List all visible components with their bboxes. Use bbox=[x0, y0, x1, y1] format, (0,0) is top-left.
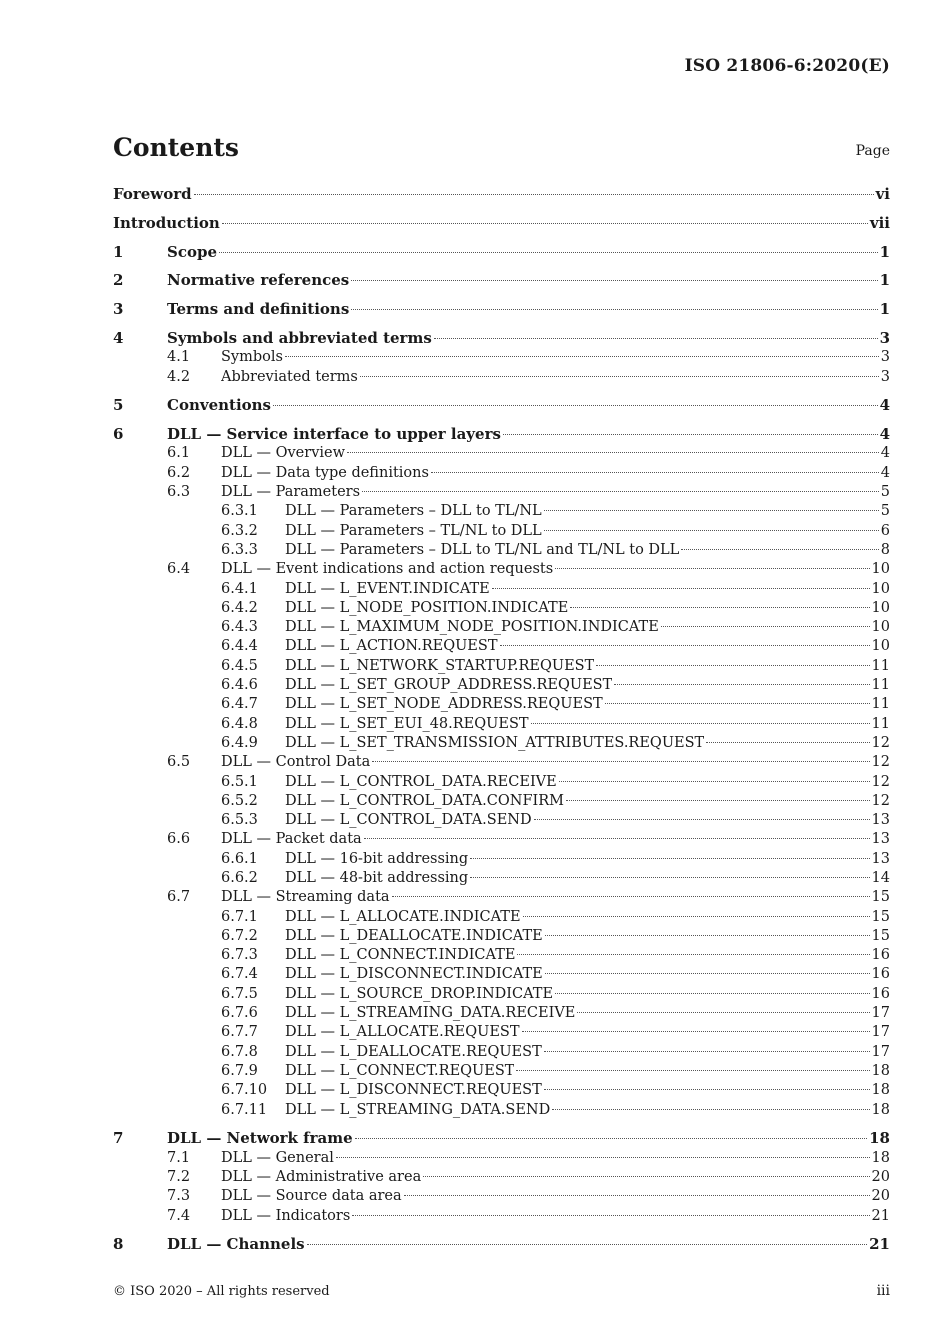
dot-leader bbox=[372, 761, 869, 762]
toc-entry[interactable] bbox=[113, 271, 890, 290]
dot-leader bbox=[351, 280, 877, 281]
toc-entry-number: 6.4.3 bbox=[221, 619, 258, 636]
toc-entry[interactable] bbox=[113, 300, 890, 319]
toc-entry[interactable] bbox=[113, 734, 890, 753]
toc-entry-number: 6.4.7 bbox=[221, 696, 258, 713]
dot-leader bbox=[545, 973, 870, 974]
dot-leader bbox=[492, 588, 870, 589]
toc-entry-page: 4 bbox=[879, 396, 890, 415]
toc-entry-page: 11 bbox=[871, 677, 890, 694]
toc-entry[interactable] bbox=[113, 560, 890, 579]
toc-entry[interactable] bbox=[113, 522, 890, 541]
toc-entry-title: DLL — L_CONTROL_DATA.RECEIVE bbox=[285, 773, 557, 790]
toc-entry-title: DLL — Channels bbox=[167, 1235, 305, 1254]
toc-entry-title: DLL — L_DEALLOCATE.INDICATE bbox=[285, 927, 543, 944]
toc-entry-number: 6.7.2 bbox=[221, 927, 258, 944]
toc-entry-number: 6.4.8 bbox=[221, 715, 258, 732]
toc-entry-page: vii bbox=[869, 213, 890, 232]
toc-entry-number: 6.3.3 bbox=[221, 541, 258, 558]
toc-entry-number: 8 bbox=[113, 1235, 124, 1254]
toc-entry-title: Abbreviated terms bbox=[221, 368, 358, 385]
toc-entry-number: 6.7 bbox=[167, 889, 191, 906]
dot-leader bbox=[404, 1195, 870, 1196]
dot-leader bbox=[423, 1176, 869, 1177]
toc-entry-title: DLL — Event indications and action requests bbox=[221, 561, 554, 578]
toc-entry-title: Symbols bbox=[221, 349, 283, 366]
toc-entry-number: 6.7.3 bbox=[221, 947, 258, 964]
dot-leader bbox=[470, 858, 869, 859]
toc-entry-title: DLL — L_CONTROL_DATA.SEND bbox=[285, 812, 532, 829]
toc-entry-page: 13 bbox=[871, 812, 890, 829]
dot-leader bbox=[559, 781, 870, 782]
toc-entry-number: 6.6.2 bbox=[221, 870, 258, 886]
toc-entry-title: DLL — 16-bit addressing bbox=[285, 850, 469, 867]
dot-leader bbox=[544, 1089, 870, 1090]
toc-entry-page: 17 bbox=[871, 1043, 890, 1060]
toc-entry[interactable] bbox=[113, 541, 890, 560]
dot-leader bbox=[355, 1138, 867, 1139]
toc-entry-title: Introduction bbox=[113, 213, 220, 232]
toc-entry-page: 13 bbox=[871, 850, 890, 867]
toc-entry-title: DLL — L_SOURCE_DROP.INDICATE bbox=[285, 985, 554, 1002]
toc-entry-title: DLL — L_DISCONNECT.INDICATE bbox=[285, 966, 543, 983]
toc-entry-page: 1 bbox=[879, 242, 890, 261]
dot-leader bbox=[364, 838, 870, 839]
toc-entry-number: 4.1 bbox=[167, 349, 191, 366]
toc-entry[interactable] bbox=[113, 1129, 890, 1148]
toc-entry-number: 6.4.5 bbox=[221, 657, 258, 674]
dot-leader bbox=[347, 452, 879, 453]
toc-entry-page: 20 bbox=[871, 1188, 890, 1205]
toc-entry-title: DLL — L_MAXIMUM_NODE_POSITION.INDICATE bbox=[285, 619, 659, 636]
toc-entry-page: 3 bbox=[880, 349, 890, 366]
toc-entry[interactable] bbox=[113, 946, 890, 965]
toc-entry-number: 6.7.7 bbox=[221, 1024, 258, 1041]
toc-entry[interactable] bbox=[113, 695, 890, 714]
toc-entry-number: 7.2 bbox=[167, 1168, 191, 1185]
toc-entry[interactable] bbox=[113, 483, 890, 502]
toc-entry-title: DLL — L_SET_TRANSMISSION_ATTRIBUTES.REQUEST bbox=[285, 734, 705, 751]
toc-entry-title: DLL — Control Data bbox=[221, 754, 371, 771]
toc-entry-page: 18 bbox=[871, 1082, 890, 1099]
toc-entry-page: 8 bbox=[880, 541, 890, 558]
toc-entry-page: 10 bbox=[871, 638, 890, 655]
dot-leader bbox=[545, 935, 870, 936]
toc-entry-title: DLL — Parameters – DLL to TL/NL and TL/NL to DLL bbox=[285, 541, 680, 558]
toc-entry[interactable] bbox=[113, 908, 890, 927]
toc-entry-number: 6.7.8 bbox=[221, 1043, 258, 1060]
dot-leader bbox=[596, 665, 869, 666]
dot-leader bbox=[517, 954, 869, 955]
toc-entry-page: 10 bbox=[871, 561, 890, 578]
toc-entry[interactable] bbox=[113, 792, 890, 811]
toc-entry-page: 21 bbox=[871, 1207, 890, 1224]
toc-entry-number: 6.3.2 bbox=[221, 522, 258, 539]
toc-entry-page: 15 bbox=[871, 927, 890, 944]
dot-leader bbox=[555, 993, 870, 994]
toc-entry-title: DLL — L_DEALLOCATE.REQUEST bbox=[285, 1043, 542, 1060]
toc-entry-title: DLL — Parameters bbox=[221, 484, 361, 501]
toc-entry-number: 7.4 bbox=[167, 1207, 191, 1224]
toc-entry-title: DLL — Network frame bbox=[167, 1129, 353, 1148]
dot-leader bbox=[531, 723, 870, 724]
toc-entry-title: DLL — Parameters – TL/NL to DLL bbox=[285, 522, 542, 539]
toc-entry-page: 12 bbox=[871, 792, 890, 809]
toc-entry[interactable] bbox=[113, 580, 890, 599]
toc-entry-number: 6.4.1 bbox=[221, 580, 258, 597]
toc-entry[interactable] bbox=[113, 657, 890, 676]
footer-page-number: iii bbox=[876, 1283, 890, 1299]
table-of-contents bbox=[113, 185, 890, 1255]
toc-entry-page: 10 bbox=[871, 580, 890, 597]
toc-entry-title: DLL — L_EVENT.INDICATE bbox=[285, 580, 490, 597]
toc-entry[interactable] bbox=[113, 348, 890, 367]
toc-entry-number: 6.5 bbox=[167, 754, 191, 771]
toc-entry-page: vi bbox=[875, 185, 890, 203]
toc-entry[interactable] bbox=[113, 464, 890, 483]
toc-entry-number: 6.4.9 bbox=[221, 734, 258, 751]
dot-leader bbox=[360, 376, 879, 377]
dot-leader bbox=[392, 896, 870, 897]
toc-entry-number: 6.7.6 bbox=[221, 1005, 258, 1022]
toc-entry-page: 1 bbox=[879, 271, 890, 290]
toc-entry-title: DLL — General bbox=[221, 1149, 334, 1166]
toc-entry-page: 16 bbox=[871, 966, 890, 983]
toc-entry-number: 6.7.4 bbox=[221, 966, 258, 983]
toc-entry[interactable] bbox=[113, 850, 890, 869]
dot-leader bbox=[523, 916, 870, 917]
toc-entry[interactable] bbox=[113, 965, 890, 984]
toc-entry-title: DLL — Service interface to upper layers bbox=[167, 425, 501, 444]
toc-entry-number: 6.4.2 bbox=[221, 599, 258, 616]
toc-entry-title: Conventions bbox=[167, 396, 271, 415]
toc-entry[interactable] bbox=[113, 185, 890, 204]
footer-copyright: © ISO 2020 – All rights reserved bbox=[113, 1284, 330, 1299]
toc-entry[interactable] bbox=[113, 396, 890, 415]
toc-entry-number: 6.2 bbox=[167, 464, 191, 481]
toc-entry[interactable] bbox=[113, 927, 890, 946]
dot-leader bbox=[534, 819, 870, 820]
toc-entry[interactable] bbox=[113, 1081, 890, 1100]
toc-entry[interactable] bbox=[113, 502, 890, 521]
toc-entry-page: 15 bbox=[871, 889, 890, 906]
toc-entry-number: 1 bbox=[113, 242, 124, 261]
toc-entry-title: DLL — L_SET_EUI_48.REQUEST bbox=[285, 715, 529, 732]
toc-entry-title: DLL — L_ACTION.REQUEST bbox=[285, 638, 498, 655]
toc-entry-page: 1 bbox=[879, 300, 890, 319]
toc-entry-title: DLL — L_DISCONNECT.REQUEST bbox=[285, 1082, 542, 1099]
toc-entry[interactable] bbox=[113, 599, 890, 618]
toc-entry[interactable] bbox=[113, 773, 890, 792]
toc-entry[interactable] bbox=[113, 368, 890, 387]
document-id: ISO 21806-6:2020(E) bbox=[684, 56, 890, 76]
toc-entry-page: 6 bbox=[880, 522, 890, 539]
toc-entry-number: 6.1 bbox=[167, 445, 191, 462]
toc-entry-page: 5 bbox=[880, 484, 890, 501]
toc-entry-page: 18 bbox=[869, 1129, 890, 1148]
toc-entry-page: 13 bbox=[871, 831, 890, 848]
toc-entry[interactable] bbox=[113, 753, 890, 772]
toc-entry-title: DLL — L_SET_GROUP_ADDRESS.REQUEST bbox=[285, 677, 613, 694]
toc-entry-page: 16 bbox=[871, 947, 890, 964]
dot-leader bbox=[605, 703, 870, 704]
toc-entry[interactable] bbox=[113, 1023, 890, 1042]
contents-title: Contents bbox=[113, 133, 240, 162]
toc-entry-page: 17 bbox=[871, 1024, 890, 1041]
toc-entry[interactable] bbox=[113, 618, 890, 637]
toc-entry-number: 6.5.2 bbox=[221, 792, 258, 809]
toc-entry-title: DLL — L_NODE_POSITION.INDICATE bbox=[285, 599, 569, 616]
toc-entry-title: Foreword bbox=[113, 185, 192, 203]
dot-leader bbox=[431, 472, 879, 473]
toc-entry-number: 6.6 bbox=[167, 831, 191, 848]
toc-entry-number: 6.7.5 bbox=[221, 985, 258, 1002]
dot-leader bbox=[362, 491, 879, 492]
toc-entry[interactable] bbox=[113, 888, 890, 907]
toc-entry-page: 11 bbox=[871, 715, 890, 732]
toc-entry-page: 21 bbox=[869, 1235, 890, 1254]
dot-leader bbox=[273, 405, 878, 406]
toc-entry-page: 11 bbox=[871, 696, 890, 713]
toc-entry-number: 3 bbox=[113, 300, 124, 319]
toc-entry-title: Terms and definitions bbox=[167, 300, 350, 319]
dot-leader bbox=[470, 877, 869, 878]
toc-entry-page: 18 bbox=[871, 1101, 890, 1118]
toc-entry-title: DLL — L_NETWORK_STARTUP.REQUEST bbox=[285, 657, 595, 674]
dot-leader bbox=[352, 1215, 869, 1216]
toc-entry[interactable] bbox=[113, 637, 890, 656]
toc-entry[interactable] bbox=[113, 425, 890, 444]
toc-entry[interactable] bbox=[113, 214, 890, 233]
toc-entry-number: 6.4 bbox=[167, 561, 191, 578]
toc-entry-title: DLL — 48-bit addressing bbox=[285, 870, 469, 886]
toc-entry-title: Scope bbox=[167, 242, 218, 261]
toc-entry[interactable] bbox=[113, 243, 890, 262]
toc-entry-page: 4 bbox=[880, 445, 890, 462]
toc-entry-page: 12 bbox=[871, 734, 890, 751]
toc-entry[interactable] bbox=[113, 1004, 890, 1023]
dot-leader bbox=[500, 645, 870, 646]
dot-leader bbox=[577, 1012, 869, 1013]
toc-entry[interactable] bbox=[113, 830, 890, 849]
toc-entry[interactable] bbox=[113, 1062, 890, 1081]
dot-leader bbox=[522, 1031, 870, 1032]
toc-entry-page: 20 bbox=[871, 1168, 890, 1185]
toc-entry-page: 14 bbox=[871, 870, 890, 886]
toc-entry-title: DLL — L_SET_NODE_ADDRESS.REQUEST bbox=[285, 696, 603, 713]
toc-entry-page: 17 bbox=[871, 1005, 890, 1022]
dot-leader bbox=[681, 549, 878, 550]
dot-leader bbox=[544, 530, 879, 531]
dot-leader bbox=[552, 1109, 869, 1110]
dot-leader bbox=[285, 356, 879, 357]
toc-entry-number: 6.3 bbox=[167, 484, 191, 501]
dot-leader bbox=[503, 434, 878, 435]
toc-entry[interactable] bbox=[113, 329, 890, 348]
toc-entry-page: 12 bbox=[871, 773, 890, 790]
dot-leader bbox=[566, 800, 870, 801]
toc-entry[interactable] bbox=[113, 1187, 890, 1206]
toc-entry-number: 7.1 bbox=[167, 1149, 191, 1166]
toc-entry-page: 11 bbox=[871, 657, 890, 674]
toc-entry-title: DLL — Packet data bbox=[221, 831, 362, 848]
toc-entry-title: DLL — L_CONNECT.INDICATE bbox=[285, 947, 516, 964]
dot-leader bbox=[661, 626, 870, 627]
toc-entry-number: 6 bbox=[113, 425, 124, 444]
toc-entry-page: 16 bbox=[871, 985, 890, 1002]
dot-leader bbox=[544, 510, 879, 511]
toc-entry-page: 10 bbox=[871, 599, 890, 616]
page-column-label: Page bbox=[855, 143, 890, 159]
toc-entry-page: 12 bbox=[871, 754, 890, 771]
toc-entry-page: 5 bbox=[880, 503, 890, 520]
dot-leader bbox=[434, 338, 878, 339]
toc-entry-title: DLL — L_STREAMING_DATA.RECEIVE bbox=[285, 1005, 576, 1022]
toc-entry[interactable] bbox=[113, 715, 890, 734]
toc-entry-page: 15 bbox=[871, 908, 890, 925]
toc-entry[interactable] bbox=[113, 869, 890, 888]
dot-leader bbox=[307, 1244, 868, 1245]
dot-leader bbox=[336, 1157, 870, 1158]
toc-entry-number: 6.7.9 bbox=[221, 1062, 258, 1079]
toc-entry-title: DLL — L_ALLOCATE.INDICATE bbox=[285, 908, 521, 925]
toc-entry-title: DLL — Overview bbox=[221, 445, 346, 462]
toc-entry[interactable] bbox=[113, 1149, 890, 1168]
toc-entry-page: 3 bbox=[879, 328, 890, 347]
toc-entry[interactable] bbox=[113, 676, 890, 695]
dot-leader bbox=[516, 1070, 869, 1071]
dot-leader bbox=[194, 194, 874, 195]
toc-entry-number: 6.3.1 bbox=[221, 503, 258, 520]
toc-entry-number: 6.7.11 bbox=[221, 1101, 268, 1118]
dot-leader bbox=[222, 223, 868, 224]
dot-leader bbox=[614, 684, 869, 685]
toc-entry-number: 6.7.1 bbox=[221, 908, 258, 925]
toc-entry-title: DLL — L_CONNECT.REQUEST bbox=[285, 1062, 515, 1079]
dot-leader bbox=[544, 1051, 870, 1052]
toc-entry-number: 7.3 bbox=[167, 1188, 191, 1205]
toc-entry[interactable] bbox=[113, 811, 890, 830]
toc-entry-number: 4.2 bbox=[167, 368, 191, 385]
dot-leader bbox=[555, 568, 869, 569]
toc-entry-title: Symbols and abbreviated terms bbox=[167, 328, 432, 347]
toc-entry-number: 2 bbox=[113, 271, 124, 290]
toc-entry-page: 4 bbox=[879, 425, 890, 444]
toc-entry[interactable] bbox=[113, 1207, 890, 1226]
toc-entry-page: 4 bbox=[880, 464, 890, 481]
toc-entry-title: DLL — L_ALLOCATE.REQUEST bbox=[285, 1024, 520, 1041]
toc-entry-title: DLL — L_CONTROL_DATA.CONFIRM bbox=[285, 792, 564, 809]
toc-entry[interactable] bbox=[113, 1043, 890, 1062]
toc-entry-page: 10 bbox=[871, 619, 890, 636]
dot-leader bbox=[706, 742, 869, 743]
toc-entry[interactable] bbox=[113, 1168, 890, 1187]
toc-entry-number: 7 bbox=[113, 1129, 124, 1148]
toc-entry-title: DLL — Parameters – DLL to TL/NL bbox=[285, 503, 542, 520]
toc-entry[interactable] bbox=[113, 1235, 890, 1254]
toc-entry[interactable] bbox=[113, 444, 890, 463]
toc-entry-number: 6.7.10 bbox=[221, 1082, 268, 1099]
toc-entry-number: 6.4.4 bbox=[221, 638, 258, 655]
dot-leader bbox=[219, 252, 878, 253]
toc-entry-page: 18 bbox=[871, 1062, 890, 1079]
toc-entry-number: 6.5.3 bbox=[221, 812, 258, 829]
toc-entry-title: DLL — Streaming data bbox=[221, 889, 390, 906]
toc-entry-title: Normative references bbox=[167, 271, 350, 290]
toc-entry-page: 18 bbox=[871, 1149, 890, 1166]
toc-entry-number: 6.6.1 bbox=[221, 850, 258, 867]
toc-entry-number: 5 bbox=[113, 396, 124, 415]
toc-entry-number: 6.4.6 bbox=[221, 677, 258, 694]
dot-leader bbox=[351, 309, 877, 310]
toc-entry-title: DLL — Administrative area bbox=[221, 1168, 422, 1185]
toc-entry-title: DLL — Data type definitions bbox=[221, 464, 429, 481]
toc-entry-title: DLL — Source data area bbox=[221, 1188, 402, 1205]
toc-entry-page: 3 bbox=[880, 368, 890, 385]
toc-entry-title: DLL — L_STREAMING_DATA.SEND bbox=[285, 1101, 551, 1118]
toc-entry[interactable] bbox=[113, 1101, 890, 1120]
dot-leader bbox=[570, 607, 869, 608]
toc-entry-number: 6.5.1 bbox=[221, 773, 258, 790]
toc-entry[interactable] bbox=[113, 985, 890, 1004]
toc-entry-title: DLL — Indicators bbox=[221, 1207, 351, 1224]
toc-entry-number: 4 bbox=[113, 328, 124, 347]
